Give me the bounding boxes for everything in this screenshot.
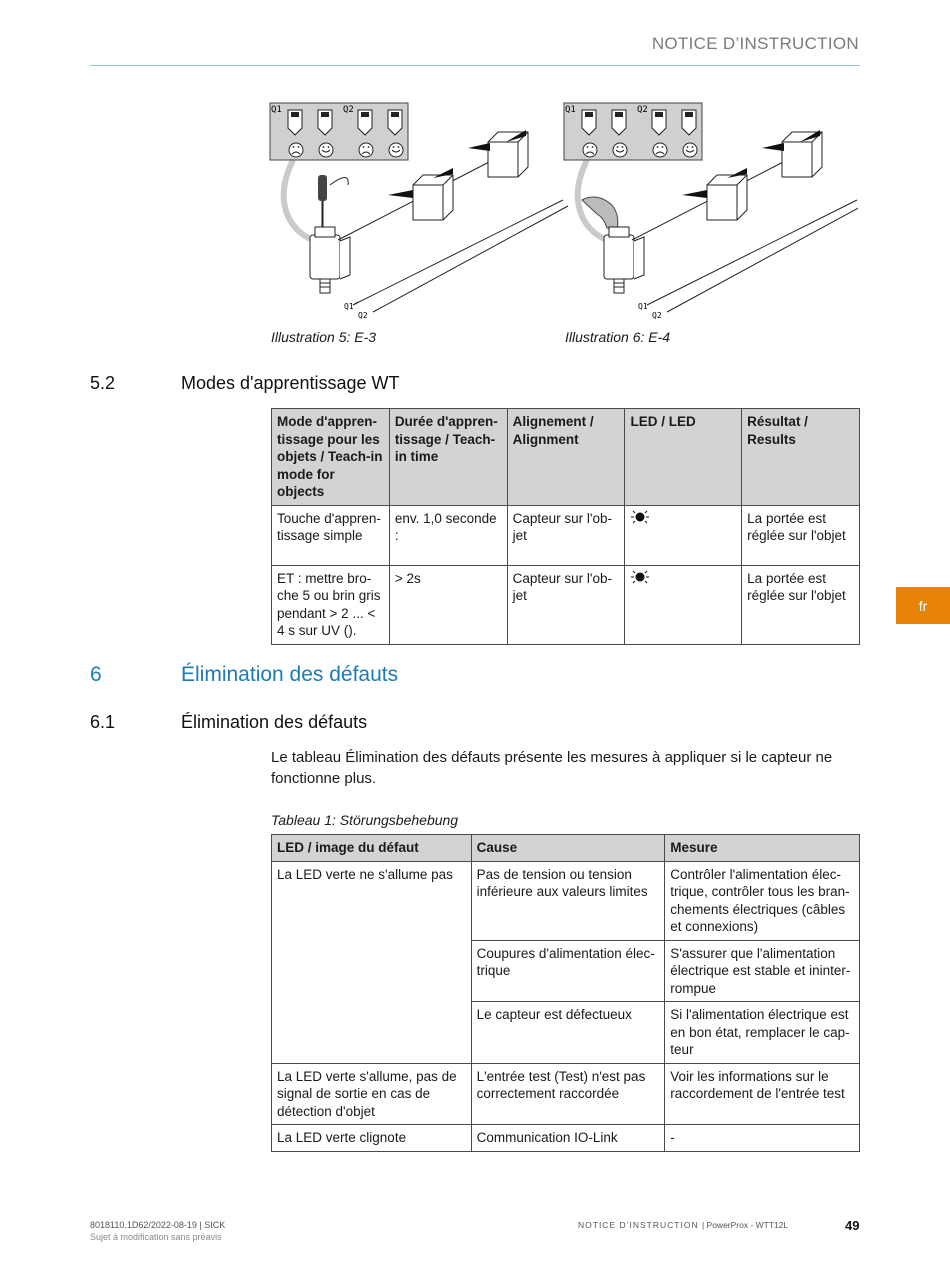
table-header-cell: LED / image du défaut [272,835,472,862]
table-cell: ET : mettre bro-che 5 ou brin gris pendant > 2 ... < 4 s sur UV (). [272,565,390,644]
section-5-2-title: Modes d'apprentissage WT [181,373,400,393]
table-cell [625,565,742,644]
table-cell: La portée est réglée sur l'objet [742,565,860,644]
table-cell: La LED verte clignote [272,1125,472,1152]
led-lit-icon [630,570,650,584]
table-row [272,861,860,940]
table-cell: > 2s [389,565,507,644]
header-title: NOTICE D’INSTRUCTION [651,34,859,53]
teach-in-illustrations [268,100,858,325]
fig-right-q1-beam-label: Q1 [638,302,648,311]
table-cell: La LED verte ne s'allume pas [272,861,472,1063]
section-5-2-number: 5.2 [90,373,116,393]
illustration-e3 [270,100,568,320]
fig-left-q1-beam-label: Q1 [344,302,354,311]
table-row [272,505,860,565]
header-divider [90,65,860,66]
table-cell: La portée est réglée sur l'objet [742,505,860,565]
table-header-cell: Cause [471,835,665,862]
figure-caption-e4: Illustration 6: E-4 [565,329,671,345]
footer-subject: Sujet à modification sans préavis [90,1232,222,1242]
footer-product: | PowerProx - WTT12L [701,1220,789,1230]
troubleshooting-table [271,834,860,1152]
teach-in-table [271,408,860,645]
fig-left-q2-beam-label: Q2 [358,311,368,320]
fig-right-q2-label: Q2 [637,105,648,115]
table-header-cell: LED / LED [625,409,742,506]
table-row [272,1063,860,1125]
fig-right-q1-label: Q1 [565,105,576,115]
table-header-cell: Alignement / Alignment [507,409,625,506]
table-cell: Le capteur est défectueux [471,1002,665,1064]
section-6-number: 6 [90,663,102,686]
table-cell: Voir les informations sur le raccordement de l'entrée test [665,1063,860,1125]
table-row [272,565,860,644]
table-cell: Si l'alimentation électrique est en bon état, remplacer le cap-teur [665,1002,860,1064]
table-cell: S'assurer que l'alimentation électrique est stable et ininter-rompue [665,940,860,1002]
table-header-cell: Résultat / Results [742,409,860,506]
language-tab[interactable]: fr [896,587,950,624]
table-header-cell: Mesure [665,835,860,862]
table-header-cell: Durée d'appren-tissage / Teach-in time [389,409,507,506]
table-cell: Capteur sur l'ob-jet [507,565,625,644]
intro-paragraph: Le tableau Élimination des défauts présente les mesures à appliquer si le capteur ne fonctionne plus. [271,749,833,787]
table-cell [625,505,742,565]
illustration-e4 [564,100,858,320]
table-header-row [272,409,860,506]
table-cell: Communication IO-Link [471,1125,665,1152]
footer-left [90,1219,225,1243]
table-cell: - [665,1125,860,1152]
section-6-title: Élimination des défauts [181,663,399,686]
table-header-row [272,835,860,862]
page-number: 49 [845,1218,860,1233]
table-cell: Contrôler l'alimentation élec-trique, contrôler tous les bran-chements électriques (câbles et connexions) [665,861,860,940]
footer-doc-id: 8018110.1D62/2022-08-19 | SICK [90,1220,226,1230]
table-row [272,1125,860,1152]
footer-doc-type: NOTICE D’INSTRUCTION [578,1220,699,1230]
table-cell: Coupures d'alimentation élec-trique [471,940,665,1002]
table-cell: Capteur sur l'ob-jet [507,505,625,565]
figure-caption-e3: Illustration 5: E-3 [271,329,377,345]
section-6-1-number: 6.1 [90,712,116,732]
table-cell: Pas de tension ou tension inférieure aux valeurs limites [471,861,665,940]
table-cell: env. 1,0 seconde : [389,505,507,565]
table-caption: Tableau 1: Störungsbehebung [271,812,459,828]
table-cell: La LED verte s'allume, pas de signal de sortie en cas de détection d'objet [272,1063,472,1125]
fig-left-q1-label: Q1 [271,105,282,115]
fig-right-q2-beam-label: Q2 [652,311,662,320]
footer-middle [578,1220,788,1230]
fig-left-q2-label: Q2 [343,105,354,115]
table-cell: L'entrée test (Test) n'est pas correctement raccordée [471,1063,665,1125]
table-cell: Touche d'appren-tissage simple [272,505,390,565]
led-lit-icon [630,510,650,524]
section-6-1-title: Élimination des défauts [181,712,368,732]
table-header-cell: Mode d'appren-tissage pour les objets / Teach-in mode for objects [272,409,390,506]
